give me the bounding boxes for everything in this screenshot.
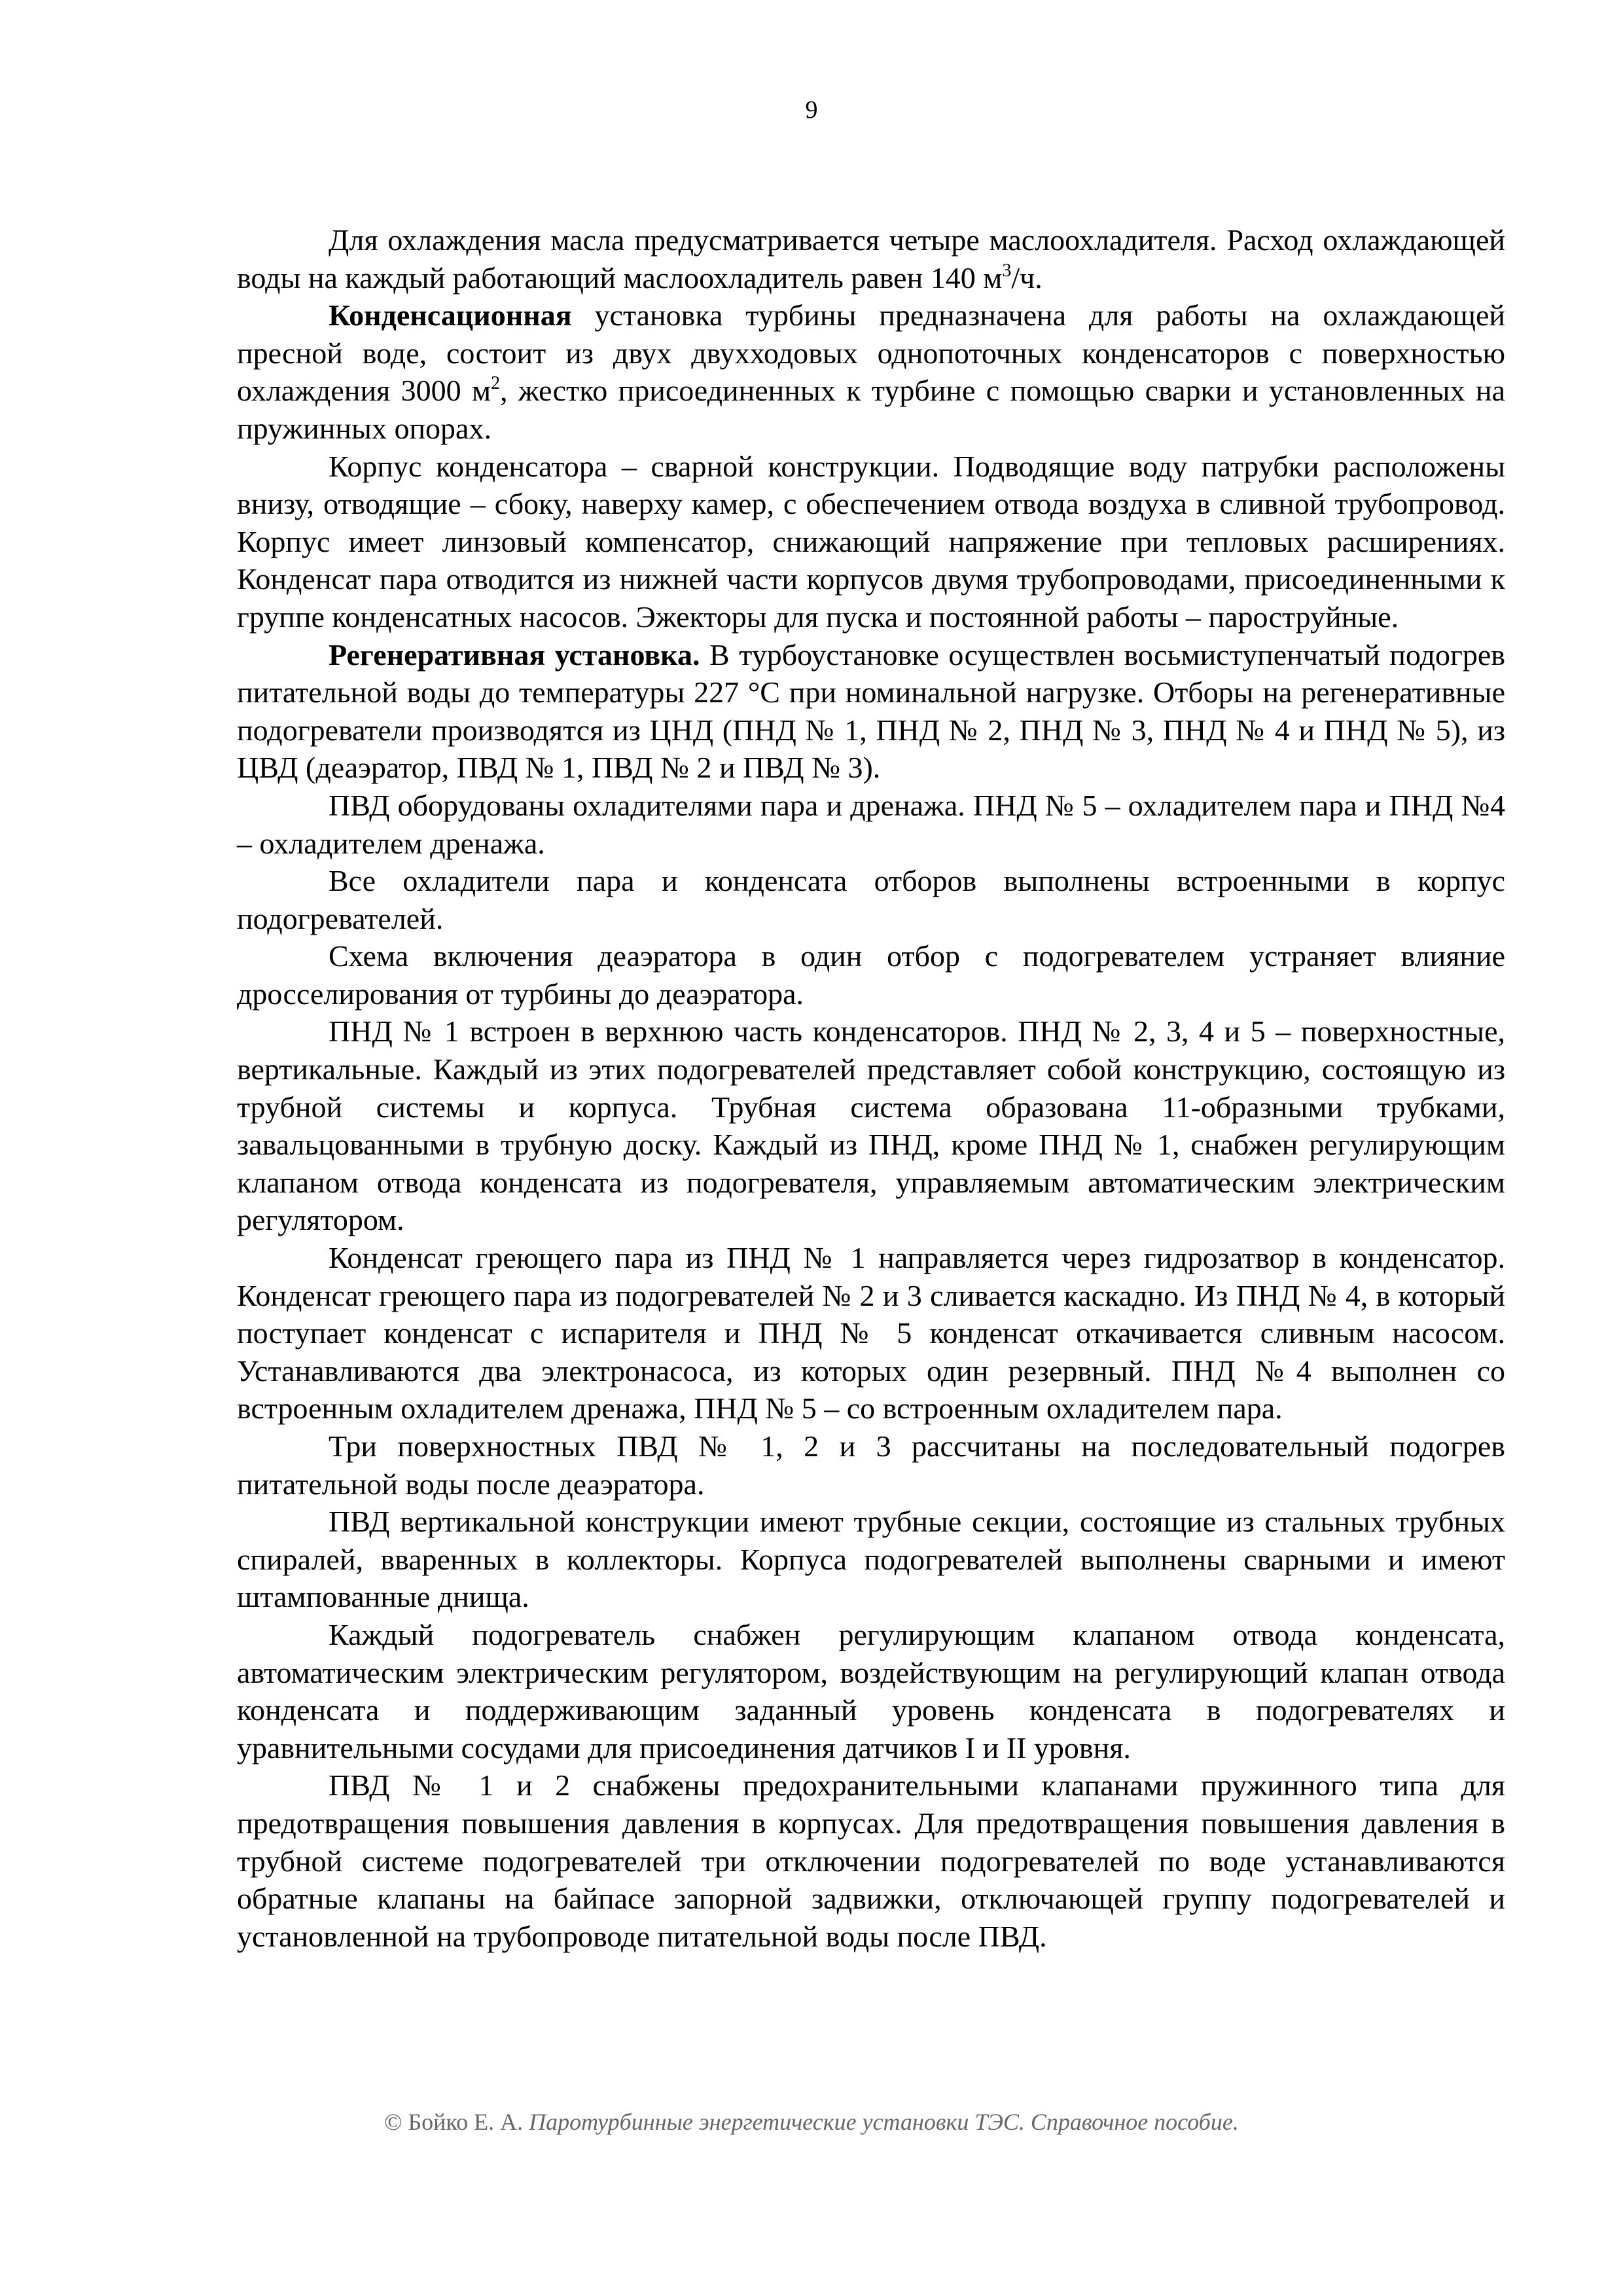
- paragraph-hp-heaters-coolers: ПВД оборудованы охладителями пара и дренажа. ПНД № 5 – охладителем пара и ПНД №4 – охладителем дренажа.: [237, 788, 1505, 860]
- paragraph-text: Для охлаждения масла предусматривается четыре маслоохладителя. Расход охлаждающей воды на каждый работающий маслоохладитель равен 140 м: [237, 223, 1505, 295]
- paragraph-lead-bold: Конденсационная: [329, 298, 572, 332]
- paragraph-text: /ч.: [1011, 260, 1043, 295]
- paragraph-oil-coolers: [237, 221, 1505, 296]
- paragraph-lp-heaters: ПНД № 1 встроен в верхнюю часть конденсаторов. ПНД № 2, 3, 4 и 5 – поверхностные, вертикальные. Каждый из этих подогревателей представляет собой конструкцию, состоящую из трубной системы и корпуса. Трубная система образована 11-образными трубками, завальцованными в трубную доску. Каждый из ПНД, кроме ПНД № 1, снабжен регулирующим клапаном отвода конденсата из подогревателя, управляемым автоматическим электрическим регулятором.: [237, 1014, 1505, 1237]
- superscript: 3: [1002, 260, 1012, 281]
- paragraph-condenser-body: Корпус конденсатора – сварной конструкции. Подводящие воду патрубки расположены внизу, отводящие – сбоку, наверху камер, с обеспечением отвода воздуха в сливной трубопровод. Корпус имеет линзовый компенсатор, снижающий напряжение при тепловых расширениях. Конденсат пара отводится из нижней части корпусов двумя трубопроводами, присоединенными к группе конденсатных насосов. Эжекторы для пуска и постоянной работы – пароструйные.: [237, 449, 1505, 634]
- paragraph-deaerator-scheme: Схема включения деаэратора в один отбор с подогревателем устраняет влияние дросселирования от турбины до деаэратора.: [237, 939, 1505, 1011]
- paragraph-heater-control: Каждый подогреватель снабжен регулирующим клапаном отвода конденсата, автоматическим электрическим регулятором, воздействующим на регулирующий клапан отвода конденсата и поддерживающим заданный уровень конденсата в подогревателях и уравнительными сосудами для присоединения датчиков I и II уровня.: [237, 1617, 1505, 1765]
- paragraph-hp-heaters-design: ПВД вертикальной конструкции имеют трубные секции, состоящие из стальных трубных спиралей, вваренных в коллекторы. Корпуса подогревателей выполнены сварными и имеют штампованные днища.: [237, 1505, 1505, 1614]
- paragraph-text: В турбоустановке осуществлен восьмиступенчатый подогрев питательной воды до температуры 227 °С при номинальной нагрузке. Отборы на регенеративные подогреватели производятся из ЦНД (ПНД № 1, ПНД № 2, ПНД № 3, ПНД № 4 и ПНД № 5), из ЦВД (деаэратор, ПВД № 1, ПВД № 2 и ПВД № 3).: [237, 637, 1506, 785]
- page-number: 9: [805, 96, 818, 124]
- paragraph-lead-bold: Регенеративная установка.: [329, 637, 700, 672]
- paragraph-safety-valves: ПВД № 1 и 2 снабжены предохранительными клапанами пружинного типа для предотвращения повышения давления в корпусах. Для предотвращения повышения давления в трубной системе подогревателей три отключении подогревателей по воде устанавливаются обратные клапаны на байпасе запорной задвижки, отключающей группу подогревателей и установленной на трубопроводе питательной воды после ПВД.: [237, 1768, 1505, 1953]
- page-footer: [0, 2108, 1623, 2136]
- superscript: 2: [491, 373, 501, 394]
- paragraph-hp-heaters-sequence: Три поверхностных ПВД № 1, 2 и 3 рассчитаны на последовательный подогрев питательной воды после деаэратора.: [237, 1429, 1505, 1501]
- footer-book-title: Паротурбинные энергетические установки ТЭС. Справочное пособие.: [529, 2109, 1239, 2135]
- footer-author: © Бойко Е. А.: [384, 2109, 529, 2135]
- paragraph-text: , жестко присоединенных к турбине с помощью сварки и установленных на пружинных опорах.: [237, 374, 1505, 445]
- paragraph-built-in-coolers: Все охладители пара и конденсата отборов выполнены встроенными в корпус подогревателей.: [237, 864, 1505, 935]
- paragraph-text: установка турбины предназначена для работы на охлаждающей пресной воде, состоит из двух двухходовых однопоточных конденсаторов с поверхностью охлаждения 3000 м: [237, 298, 1505, 408]
- paragraph-condensing-unit: [237, 296, 1505, 447]
- document-body: [237, 221, 1505, 1955]
- paragraph-regenerative-unit: [237, 636, 1505, 787]
- paragraph-heating-steam-condensate: Конденсат греющего пара из ПНД № 1 направляется через гидрозатвор в конденсатор. Конденсат греющего пара из подогревателей № 2 и 3 сливается каскадно. Из ПНД № 4, в который поступает конденсат с испарителя и ПНД № 5 конденсат откачивается сливным насосом. Устанавливаются два электронасоса, из которых один резервный. ПНД №4 выполнен со встроенным охладителем дренажа, ПНД № 5 – со встроенным охладителем пара.: [237, 1241, 1505, 1426]
